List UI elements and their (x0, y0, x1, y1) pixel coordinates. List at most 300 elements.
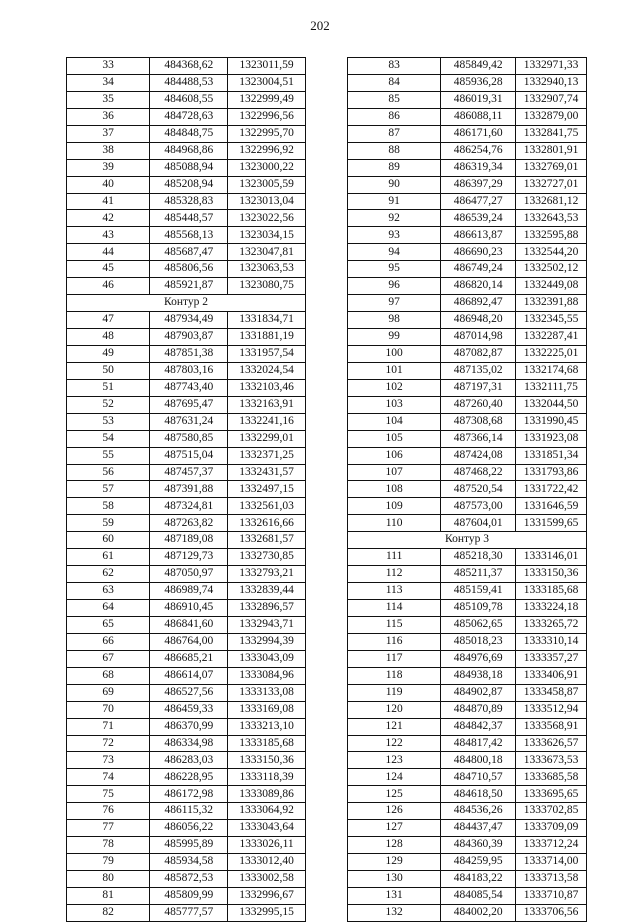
table-row (67, 871, 306, 888)
y-coordinate-cell: 1322995,70 (228, 125, 306, 142)
table-row (67, 549, 306, 566)
coordinates-table-left (66, 57, 306, 922)
y-coordinate-cell: 1332502,12 (516, 261, 587, 278)
x-coordinate-cell: 486685,21 (150, 650, 228, 667)
point-number-cell: 101 (348, 362, 441, 379)
y-coordinate-cell: 1332971,33 (516, 58, 587, 75)
point-number-cell: 114 (348, 600, 441, 617)
table-row (67, 91, 306, 108)
y-coordinate-cell: 1332940,13 (516, 74, 587, 91)
table-row (67, 125, 306, 142)
x-coordinate-cell: 485809,99 (150, 887, 228, 904)
point-number-cell: 55 (67, 447, 150, 464)
y-coordinate-cell: 1333012,40 (228, 854, 306, 871)
y-coordinate-cell: 1332111,75 (516, 379, 587, 396)
point-number-cell: 117 (348, 650, 441, 667)
table-row (67, 583, 306, 600)
x-coordinate-cell: 487129,73 (150, 549, 228, 566)
x-coordinate-cell: 484938,18 (441, 667, 516, 684)
x-coordinate-cell: 486283,03 (150, 752, 228, 769)
x-coordinate-cell: 486749,24 (441, 261, 516, 278)
point-number-cell: 33 (67, 58, 150, 75)
y-coordinate-cell: 1331851,34 (516, 447, 587, 464)
point-number-cell: 60 (67, 532, 150, 549)
table-row (348, 74, 587, 91)
y-coordinate-cell: 1333133,08 (228, 684, 306, 701)
y-coordinate-cell: 1332287,41 (516, 329, 587, 346)
coordinates-table-right (347, 57, 587, 922)
y-coordinate-cell: 1333710,87 (516, 887, 587, 904)
table-row (348, 684, 587, 701)
x-coordinate-cell: 486254,76 (441, 142, 516, 159)
table-row (67, 58, 306, 75)
table-row (67, 464, 306, 481)
y-coordinate-cell: 1333265,72 (516, 616, 587, 633)
y-coordinate-cell: 1332793,21 (228, 566, 306, 583)
y-coordinate-cell: 1333084,96 (228, 667, 306, 684)
y-coordinate-cell: 1332681,12 (516, 193, 587, 210)
point-number-cell: 41 (67, 193, 150, 210)
point-number-cell: 38 (67, 142, 150, 159)
point-number-cell: 109 (348, 498, 441, 515)
point-number-cell: 95 (348, 261, 441, 278)
table-row (67, 820, 306, 837)
x-coordinate-cell: 485109,78 (441, 600, 516, 617)
x-coordinate-cell: 484437,47 (441, 820, 516, 837)
table-row (348, 295, 587, 312)
y-coordinate-cell: 1333150,36 (228, 752, 306, 769)
x-coordinate-cell: 486088,11 (441, 108, 516, 125)
table-row (348, 904, 587, 921)
point-number-cell: 113 (348, 583, 441, 600)
x-coordinate-cell: 486370,99 (150, 718, 228, 735)
point-number-cell: 49 (67, 345, 150, 362)
point-number-cell: 103 (348, 396, 441, 413)
y-coordinate-cell: 1333673,53 (516, 752, 587, 769)
contour-header-row (67, 295, 306, 312)
point-number-cell: 59 (67, 515, 150, 532)
x-coordinate-cell: 484870,89 (441, 701, 516, 718)
table-row (67, 413, 306, 430)
point-number-cell: 86 (348, 108, 441, 125)
x-coordinate-cell: 484618,50 (441, 786, 516, 803)
table-row (67, 701, 306, 718)
x-coordinate-cell: 487851,38 (150, 345, 228, 362)
point-number-cell: 37 (67, 125, 150, 142)
y-coordinate-cell: 1331990,45 (516, 413, 587, 430)
y-coordinate-cell: 1323004,51 (228, 74, 306, 91)
point-number-cell: 121 (348, 718, 441, 735)
y-coordinate-cell: 1333406,91 (516, 667, 587, 684)
y-coordinate-cell: 1322996,92 (228, 142, 306, 159)
y-coordinate-cell: 1332391,88 (516, 295, 587, 312)
y-coordinate-cell: 1332730,85 (228, 549, 306, 566)
point-number-cell: 124 (348, 769, 441, 786)
x-coordinate-cell: 485995,89 (150, 837, 228, 854)
x-coordinate-cell: 485921,87 (150, 278, 228, 295)
x-coordinate-cell: 484259,95 (441, 854, 516, 871)
x-coordinate-cell: 486334,98 (150, 735, 228, 752)
point-number-cell: 77 (67, 820, 150, 837)
point-number-cell: 85 (348, 91, 441, 108)
y-coordinate-cell: 1332643,53 (516, 210, 587, 227)
table-row (348, 566, 587, 583)
table-row (67, 379, 306, 396)
y-coordinate-cell: 1331957,54 (228, 345, 306, 362)
x-coordinate-cell: 487604,01 (441, 515, 516, 532)
table-row (67, 532, 306, 549)
y-coordinate-cell: 1333169,08 (228, 701, 306, 718)
y-coordinate-cell: 1331722,42 (516, 481, 587, 498)
y-coordinate-cell: 1332241,16 (228, 413, 306, 430)
x-coordinate-cell: 484360,39 (441, 837, 516, 854)
y-coordinate-cell: 1323011,59 (228, 58, 306, 75)
y-coordinate-cell: 1332103,46 (228, 379, 306, 396)
point-number-cell: 80 (67, 871, 150, 888)
point-number-cell: 71 (67, 718, 150, 735)
point-number-cell: 83 (348, 58, 441, 75)
y-coordinate-cell: 1333026,11 (228, 837, 306, 854)
table-row (348, 616, 587, 633)
y-coordinate-cell: 1322999,49 (228, 91, 306, 108)
x-coordinate-cell: 487424,08 (441, 447, 516, 464)
y-coordinate-cell: 1332769,01 (516, 159, 587, 176)
x-coordinate-cell: 486820,14 (441, 278, 516, 295)
table-row (67, 176, 306, 193)
point-number-cell: 131 (348, 887, 441, 904)
table-row (67, 515, 306, 532)
table-row (348, 345, 587, 362)
y-coordinate-cell: 1333568,91 (516, 718, 587, 735)
y-coordinate-cell: 1333224,18 (516, 600, 587, 617)
x-coordinate-cell: 484902,87 (441, 684, 516, 701)
table-row (348, 735, 587, 752)
table-row (67, 278, 306, 295)
table-row (67, 904, 306, 921)
point-number-cell: 120 (348, 701, 441, 718)
table-row (348, 650, 587, 667)
y-coordinate-cell: 1323005,59 (228, 176, 306, 193)
table-row (348, 312, 587, 329)
point-number-cell: 63 (67, 583, 150, 600)
x-coordinate-cell: 487308,68 (441, 413, 516, 430)
point-number-cell: 75 (67, 786, 150, 803)
table-row (348, 210, 587, 227)
y-coordinate-cell: 1332841,75 (516, 125, 587, 142)
table-row (67, 718, 306, 735)
table-row (348, 820, 587, 837)
table-row (348, 278, 587, 295)
x-coordinate-cell: 484368,62 (150, 58, 228, 75)
x-coordinate-cell: 487695,47 (150, 396, 228, 413)
y-coordinate-cell: 1323063,53 (228, 261, 306, 278)
x-coordinate-cell: 487263,82 (150, 515, 228, 532)
table-row (67, 142, 306, 159)
point-number-cell: 126 (348, 803, 441, 820)
x-coordinate-cell: 487082,87 (441, 345, 516, 362)
x-coordinate-cell: 485062,65 (441, 616, 516, 633)
y-coordinate-cell: 1333685,58 (516, 769, 587, 786)
table-row (348, 701, 587, 718)
point-number-cell: 90 (348, 176, 441, 193)
table-row (348, 413, 587, 430)
point-number-cell: 73 (67, 752, 150, 769)
y-coordinate-cell: 1332449,08 (516, 278, 587, 295)
x-coordinate-cell: 486172,98 (150, 786, 228, 803)
x-coordinate-cell: 485448,57 (150, 210, 228, 227)
page-number: 202 (310, 18, 330, 33)
x-coordinate-cell: 486115,32 (150, 803, 228, 820)
y-coordinate-cell: 1333043,09 (228, 650, 306, 667)
y-coordinate-cell: 1333002,58 (228, 871, 306, 888)
point-number-cell: 64 (67, 600, 150, 617)
x-coordinate-cell: 485159,41 (441, 583, 516, 600)
y-coordinate-cell: 1333712,24 (516, 837, 587, 854)
y-coordinate-cell: 1333064,92 (228, 803, 306, 820)
y-coordinate-cell: 1332907,74 (516, 91, 587, 108)
point-number-cell: 69 (67, 684, 150, 701)
table-row (67, 600, 306, 617)
x-coordinate-cell: 484536,26 (441, 803, 516, 820)
x-coordinate-cell: 487189,08 (150, 532, 228, 549)
point-number-cell: 106 (348, 447, 441, 464)
point-number-cell: 57 (67, 481, 150, 498)
y-coordinate-cell: 1333695,65 (516, 786, 587, 803)
point-number-cell: 119 (348, 684, 441, 701)
point-number-cell: 132 (348, 904, 441, 921)
point-number-cell: 40 (67, 176, 150, 193)
table-row (348, 244, 587, 261)
contour-label: Контур 3 (348, 532, 587, 549)
table-row (67, 566, 306, 583)
table-row (67, 616, 306, 633)
x-coordinate-cell: 484085,54 (441, 887, 516, 904)
point-number-cell: 66 (67, 633, 150, 650)
y-coordinate-cell: 1333357,27 (516, 650, 587, 667)
point-number-cell: 89 (348, 159, 441, 176)
x-coordinate-cell: 484002,20 (441, 904, 516, 921)
table-row (67, 447, 306, 464)
y-coordinate-cell: 1332681,57 (228, 532, 306, 549)
x-coordinate-cell: 485934,58 (150, 854, 228, 871)
y-coordinate-cell: 1323022,56 (228, 210, 306, 227)
point-number-cell: 107 (348, 464, 441, 481)
point-number-cell: 102 (348, 379, 441, 396)
y-coordinate-cell: 1331793,86 (516, 464, 587, 481)
x-coordinate-cell: 486019,31 (441, 91, 516, 108)
table-row (348, 667, 587, 684)
point-number-cell: 116 (348, 633, 441, 650)
x-coordinate-cell: 486764,00 (150, 633, 228, 650)
y-coordinate-cell: 1333702,85 (516, 803, 587, 820)
y-coordinate-cell: 1332431,57 (228, 464, 306, 481)
contour-header-row (348, 532, 587, 549)
x-coordinate-cell: 487515,04 (150, 447, 228, 464)
table-row (67, 159, 306, 176)
x-coordinate-cell: 486527,56 (150, 684, 228, 701)
y-coordinate-cell: 1332996,67 (228, 887, 306, 904)
point-number-cell: 58 (67, 498, 150, 515)
table-row (67, 854, 306, 871)
x-coordinate-cell: 485018,23 (441, 633, 516, 650)
x-coordinate-cell: 485849,42 (441, 58, 516, 75)
table-row (348, 498, 587, 515)
y-coordinate-cell: 1332994,39 (228, 633, 306, 650)
y-coordinate-cell: 1323047,81 (228, 244, 306, 261)
y-coordinate-cell: 1323080,75 (228, 278, 306, 295)
x-coordinate-cell: 484800,18 (441, 752, 516, 769)
table-row (67, 481, 306, 498)
y-coordinate-cell: 1333118,39 (228, 769, 306, 786)
point-number-cell: 94 (348, 244, 441, 261)
y-coordinate-cell: 1331923,08 (516, 430, 587, 447)
point-number-cell: 67 (67, 650, 150, 667)
table-row (67, 74, 306, 91)
y-coordinate-cell: 1332995,15 (228, 904, 306, 921)
point-number-cell: 44 (67, 244, 150, 261)
table-row (67, 633, 306, 650)
x-coordinate-cell: 487631,24 (150, 413, 228, 430)
y-coordinate-cell: 1331646,59 (516, 498, 587, 515)
x-coordinate-cell: 485806,56 (150, 261, 228, 278)
point-number-cell: 115 (348, 616, 441, 633)
table-row (67, 786, 306, 803)
table-row (348, 464, 587, 481)
point-number-cell: 128 (348, 837, 441, 854)
x-coordinate-cell: 487520,54 (441, 481, 516, 498)
x-coordinate-cell: 486948,20 (441, 312, 516, 329)
point-number-cell: 47 (67, 312, 150, 329)
point-number-cell: 96 (348, 278, 441, 295)
table-row (348, 125, 587, 142)
point-number-cell: 130 (348, 871, 441, 888)
table-row (348, 58, 587, 75)
table-row (348, 600, 587, 617)
y-coordinate-cell: 1332024,54 (228, 362, 306, 379)
table-row (348, 769, 587, 786)
x-coordinate-cell: 485568,13 (150, 227, 228, 244)
table-row (348, 481, 587, 498)
x-coordinate-cell: 486989,74 (150, 583, 228, 600)
point-number-cell: 88 (348, 142, 441, 159)
table-row (67, 498, 306, 515)
table-row (348, 633, 587, 650)
table-row (67, 769, 306, 786)
table-row (348, 379, 587, 396)
point-number-cell: 70 (67, 701, 150, 718)
x-coordinate-cell: 487135,02 (441, 362, 516, 379)
point-number-cell: 112 (348, 566, 441, 583)
x-coordinate-cell: 484728,63 (150, 108, 228, 125)
x-coordinate-cell: 484968,86 (150, 142, 228, 159)
y-coordinate-cell: 1332879,00 (516, 108, 587, 125)
x-coordinate-cell: 486319,34 (441, 159, 516, 176)
point-number-cell: 81 (67, 887, 150, 904)
table-row (348, 362, 587, 379)
x-coordinate-cell: 485211,37 (441, 566, 516, 583)
table-row (348, 227, 587, 244)
x-coordinate-cell: 486228,95 (150, 769, 228, 786)
y-coordinate-cell: 1333709,09 (516, 820, 587, 837)
table-row (67, 261, 306, 278)
point-number-cell: 43 (67, 227, 150, 244)
x-coordinate-cell: 487391,88 (150, 481, 228, 498)
y-coordinate-cell: 1332371,25 (228, 447, 306, 464)
x-coordinate-cell: 487743,40 (150, 379, 228, 396)
table-row (348, 752, 587, 769)
x-coordinate-cell: 484710,57 (441, 769, 516, 786)
table-row (348, 447, 587, 464)
point-number-cell: 91 (348, 193, 441, 210)
x-coordinate-cell: 486397,29 (441, 176, 516, 193)
y-coordinate-cell: 1333043,64 (228, 820, 306, 837)
table-row (67, 108, 306, 125)
x-coordinate-cell: 487457,37 (150, 464, 228, 481)
x-coordinate-cell: 485208,94 (150, 176, 228, 193)
x-coordinate-cell: 487366,14 (441, 430, 516, 447)
table-row (348, 549, 587, 566)
y-coordinate-cell: 1323000,22 (228, 159, 306, 176)
x-coordinate-cell: 484842,37 (441, 718, 516, 735)
table-row (67, 752, 306, 769)
x-coordinate-cell: 486171,60 (441, 125, 516, 142)
table-row (348, 803, 587, 820)
x-coordinate-cell: 487580,85 (150, 430, 228, 447)
table-row (67, 362, 306, 379)
point-number-cell: 97 (348, 295, 441, 312)
point-number-cell: 68 (67, 667, 150, 684)
point-number-cell: 122 (348, 735, 441, 752)
point-number-cell: 87 (348, 125, 441, 142)
x-coordinate-cell: 486614,07 (150, 667, 228, 684)
y-coordinate-cell: 1332801,91 (516, 142, 587, 159)
point-number-cell: 62 (67, 566, 150, 583)
x-coordinate-cell: 484976,69 (441, 650, 516, 667)
table-row (348, 887, 587, 904)
point-number-cell: 51 (67, 379, 150, 396)
table-row (67, 244, 306, 261)
point-number-cell: 99 (348, 329, 441, 346)
point-number-cell: 76 (67, 803, 150, 820)
table-row (67, 227, 306, 244)
table-row (67, 345, 306, 362)
table-row (348, 837, 587, 854)
y-coordinate-cell: 1332727,01 (516, 176, 587, 193)
point-number-cell: 127 (348, 820, 441, 837)
point-number-cell: 54 (67, 430, 150, 447)
x-coordinate-cell: 487050,97 (150, 566, 228, 583)
y-coordinate-cell: 1332561,03 (228, 498, 306, 515)
y-coordinate-cell: 1332174,68 (516, 362, 587, 379)
table-row (348, 91, 587, 108)
x-coordinate-cell: 484183,22 (441, 871, 516, 888)
table-row (348, 430, 587, 447)
point-number-cell: 53 (67, 413, 150, 430)
table-row (67, 210, 306, 227)
x-coordinate-cell: 486539,24 (441, 210, 516, 227)
x-coordinate-cell: 486459,33 (150, 701, 228, 718)
y-coordinate-cell: 1333512,94 (516, 701, 587, 718)
point-number-cell: 61 (67, 549, 150, 566)
table-row (67, 650, 306, 667)
point-number-cell: 110 (348, 515, 441, 532)
x-coordinate-cell: 487573,00 (441, 498, 516, 515)
x-coordinate-cell: 486892,47 (441, 295, 516, 312)
point-number-cell: 78 (67, 837, 150, 854)
x-coordinate-cell: 486690,23 (441, 244, 516, 261)
point-number-cell: 92 (348, 210, 441, 227)
point-number-cell: 35 (67, 91, 150, 108)
